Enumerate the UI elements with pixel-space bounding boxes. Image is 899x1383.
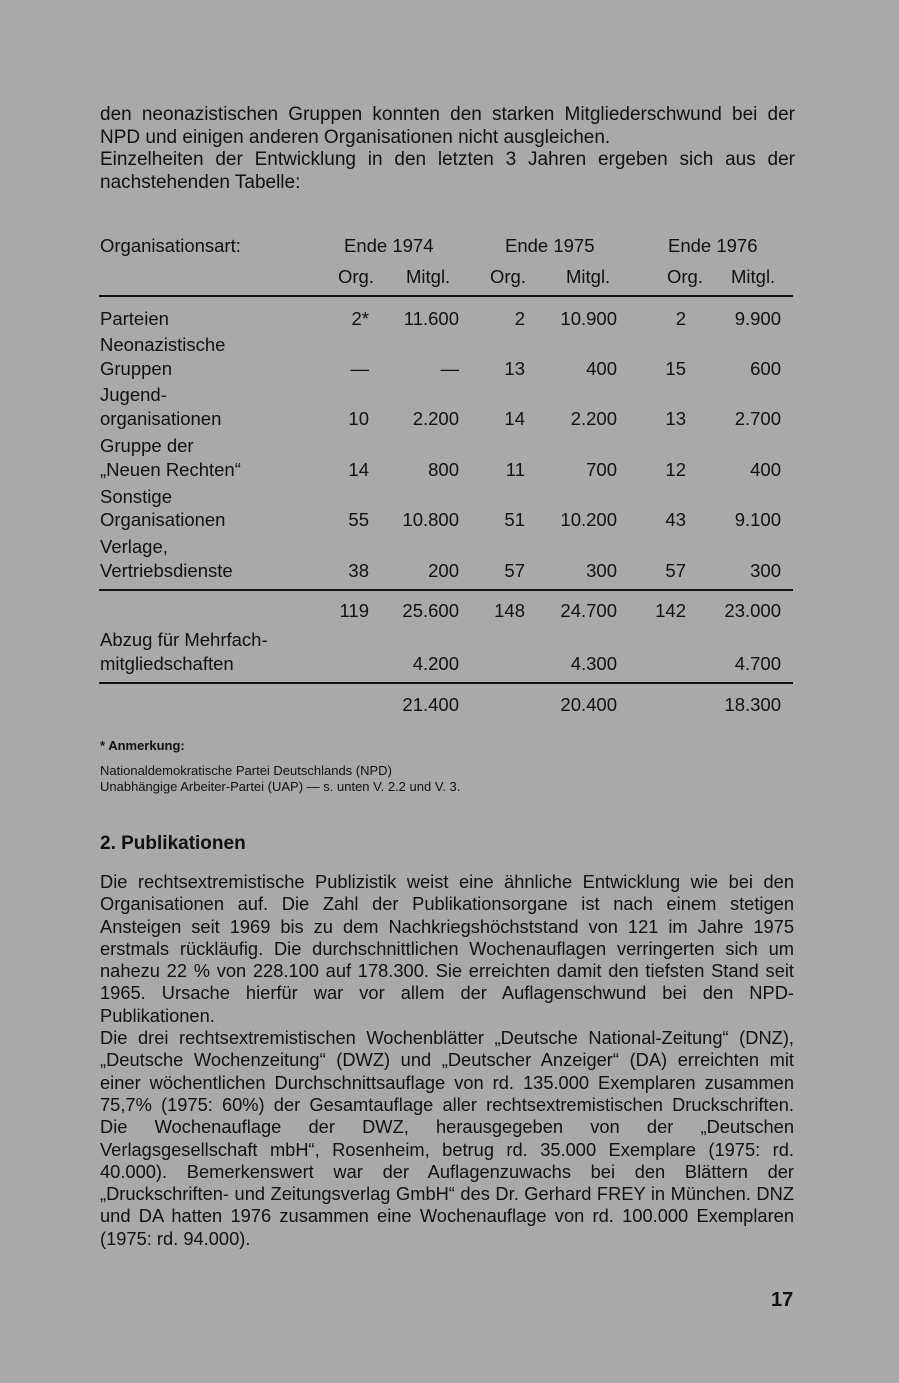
cell-mitgl-1974: 200 [428,560,459,581]
cell-org-1975: 2 [514,308,525,329]
net-1974: 21.400 [402,694,459,715]
header-year-1976: Ende 1976 [668,235,758,256]
total-mitgl-1974: 25.600 [402,600,459,621]
subheader-org-1974: Org. [338,266,374,287]
cell-org-1974: 10 [348,408,369,429]
footnote-body [100,763,460,795]
row-label-line2: „Neuen Rechten“ [100,459,241,480]
subheader-org-1975: Org. [490,266,526,287]
cell-org-1974: 55 [348,509,369,530]
cell-org-1976: 43 [665,509,686,530]
subheader-mitgl-1974: Mitgl. [406,266,451,287]
subheader-mitgl-1975: Mitgl. [566,266,611,287]
cell-mitgl-1974: — [440,358,459,379]
cell-org-1975: 13 [504,358,525,379]
row-label-line2: organisationen [100,408,222,429]
header-organisationsart: Organisationsart: [100,235,241,256]
cell-mitgl-1975: 10.900 [560,308,617,329]
section-paragraph-2: Die drei rechtsextremistischen Wochenblätter „Deutsche National-Zeitung“ (DNZ), „Deutsche Wochenzeitung“ (DWZ) und „Deutscher Anzeiger“ (DA) erreichten mit einer wöchentlichen Durchschnittsauflage von rd. 135.000 Exemplaren zusammen 75,7% (1975: 60%) der Gesamtauflage aller rechtsextremistischen Druckschriften. Die Wochenauflage der DWZ, herausgegeben von der „Deutschen Verlagsgesellschaft mbH“, Rosenheim, betrug rd. 35.000 Exemplare (1975: rd. 40.000). Bemerkenswert war der Auflagenzuwachs bei den Blättern der „Druckschriften- und Zeitungsverlag GmbH“ des Dr. Gerhard FREY in München. DNZ und DA hatten 1976 zusammen eine Wochenauflage von rd. 100.000 Exemplaren (1975: rd. 94.000). [100,1027,794,1249]
row-label-line2: Vertriebsdienste [100,560,233,581]
deduction-1976: 4.700 [734,653,781,674]
total-mitgl-1976: 23.000 [724,600,781,621]
cell-org-1976: 15 [665,358,686,379]
cell-org-1974: 2* [351,308,369,329]
footnote-line-1: Nationaldemokratische Partei Deutschlands (NPD) [100,763,392,778]
cell-org-1975: 11 [505,459,525,480]
cell-mitgl-1974: 800 [428,459,459,480]
row-label-line2: Organisationen [100,509,226,530]
cell-mitgl-1976: 2.700 [734,408,781,429]
cell-org-1975: 14 [504,408,525,429]
header-rule [99,295,793,297]
cell-mitgl-1975: 10.200 [560,509,617,530]
section-paragraph-1: Die rechtsextremistische Publizistik weist eine ähnliche Entwicklung wie bei den Organisationen auf. Die Zahl der Publikationsorgane ist nach einem stetigen Ansteigen seit 1969 bis zu dem Nachkriegshöchststand von 121 im Jahre 1975 erstmals rückläufig. Die durchschnittlichen Wochenauflagen verringerten sich um nahezu 22 % von 228.100 auf 178.300. Sie erreichten damit den tiefsten Stand seit 1965. Ursache hierfür war vor allem der Auflagenschwund bei den NPD-Publikationen. [100,871,794,1026]
deduction-label-line2: mitgliedschaften [100,653,234,674]
row-label: Parteien [100,308,169,329]
cell-mitgl-1975: 300 [586,560,617,581]
deduction-1975: 4.300 [570,653,617,674]
deduction-1974: 4.200 [412,653,459,674]
row-label-line2: Gruppen [100,358,172,379]
cell-mitgl-1975: 400 [586,358,617,379]
cell-org-1976: 57 [665,560,686,581]
footnote-line-2: Unabhängige Arbeiter-Partei (UAP) — s. unten V. 2.2 und V. 3. [100,779,461,794]
cell-mitgl-1976: 300 [750,560,781,581]
section-body [100,871,794,1250]
row-label-line1: Gruppe der [100,435,194,456]
total-org-1974: 119 [339,600,369,621]
cell-org-1974: 14 [348,459,369,480]
section-heading: 2. Publikationen [100,833,246,854]
cell-mitgl-1976: 400 [750,459,781,480]
row-label-line1: Jugend- [100,384,167,405]
cell-mitgl-1976: 600 [750,358,781,379]
net-1976: 18.300 [724,694,781,715]
cell-org-1976: 13 [665,408,686,429]
subheader-mitgl-1976: Mitgl. [731,266,776,287]
subheader-org-1976: Org. [667,266,703,287]
header-year-1974: Ende 1974 [344,235,434,256]
cell-mitgl-1975: 700 [586,459,617,480]
cell-org-1975: 57 [504,560,525,581]
total-org-1975: 148 [494,600,525,621]
cell-mitgl-1974: 10.800 [402,509,459,530]
net-rule [99,682,793,684]
net-1975: 20.400 [560,694,617,715]
page-number: 17 [771,1289,794,1311]
total-org-1976: 142 [655,600,686,621]
cell-mitgl-1976: 9.100 [734,509,781,530]
deduction-label-line1: Abzug für Mehrfach- [100,629,268,650]
intro-paragraph-1: den neonazistischen Gruppen konnten den starken Mitgliederschwund bei der NPD und einigen anderen Organisationen nicht ausgleichen. [100,104,795,148]
cell-org-1974: — [350,358,369,379]
total-rule [99,589,793,591]
cell-org-1976: 2 [675,308,686,329]
header-year-1975: Ende 1975 [505,235,595,256]
total-mitgl-1975: 24.700 [560,600,617,621]
cell-mitgl-1974: 11.600 [403,308,459,329]
intro-paragraph-2: Einzelheiten der Entwicklung in den letzten 3 Jahren ergeben sich aus der nachstehenden Tabelle: [100,149,795,193]
row-label-line1: Verlage, [100,536,168,557]
cell-org-1975: 51 [504,509,525,530]
row-label-line1: Neonazistische [100,334,226,355]
cell-mitgl-1974: 2.200 [412,408,459,429]
cell-mitgl-1976: 9.900 [734,308,781,329]
footnote-title: * Anmerkung: [100,738,185,753]
cell-org-1976: 12 [665,459,686,480]
cell-mitgl-1975: 2.200 [570,408,617,429]
cell-org-1974: 38 [348,560,369,581]
row-label-line1: Sonstige [100,486,172,507]
